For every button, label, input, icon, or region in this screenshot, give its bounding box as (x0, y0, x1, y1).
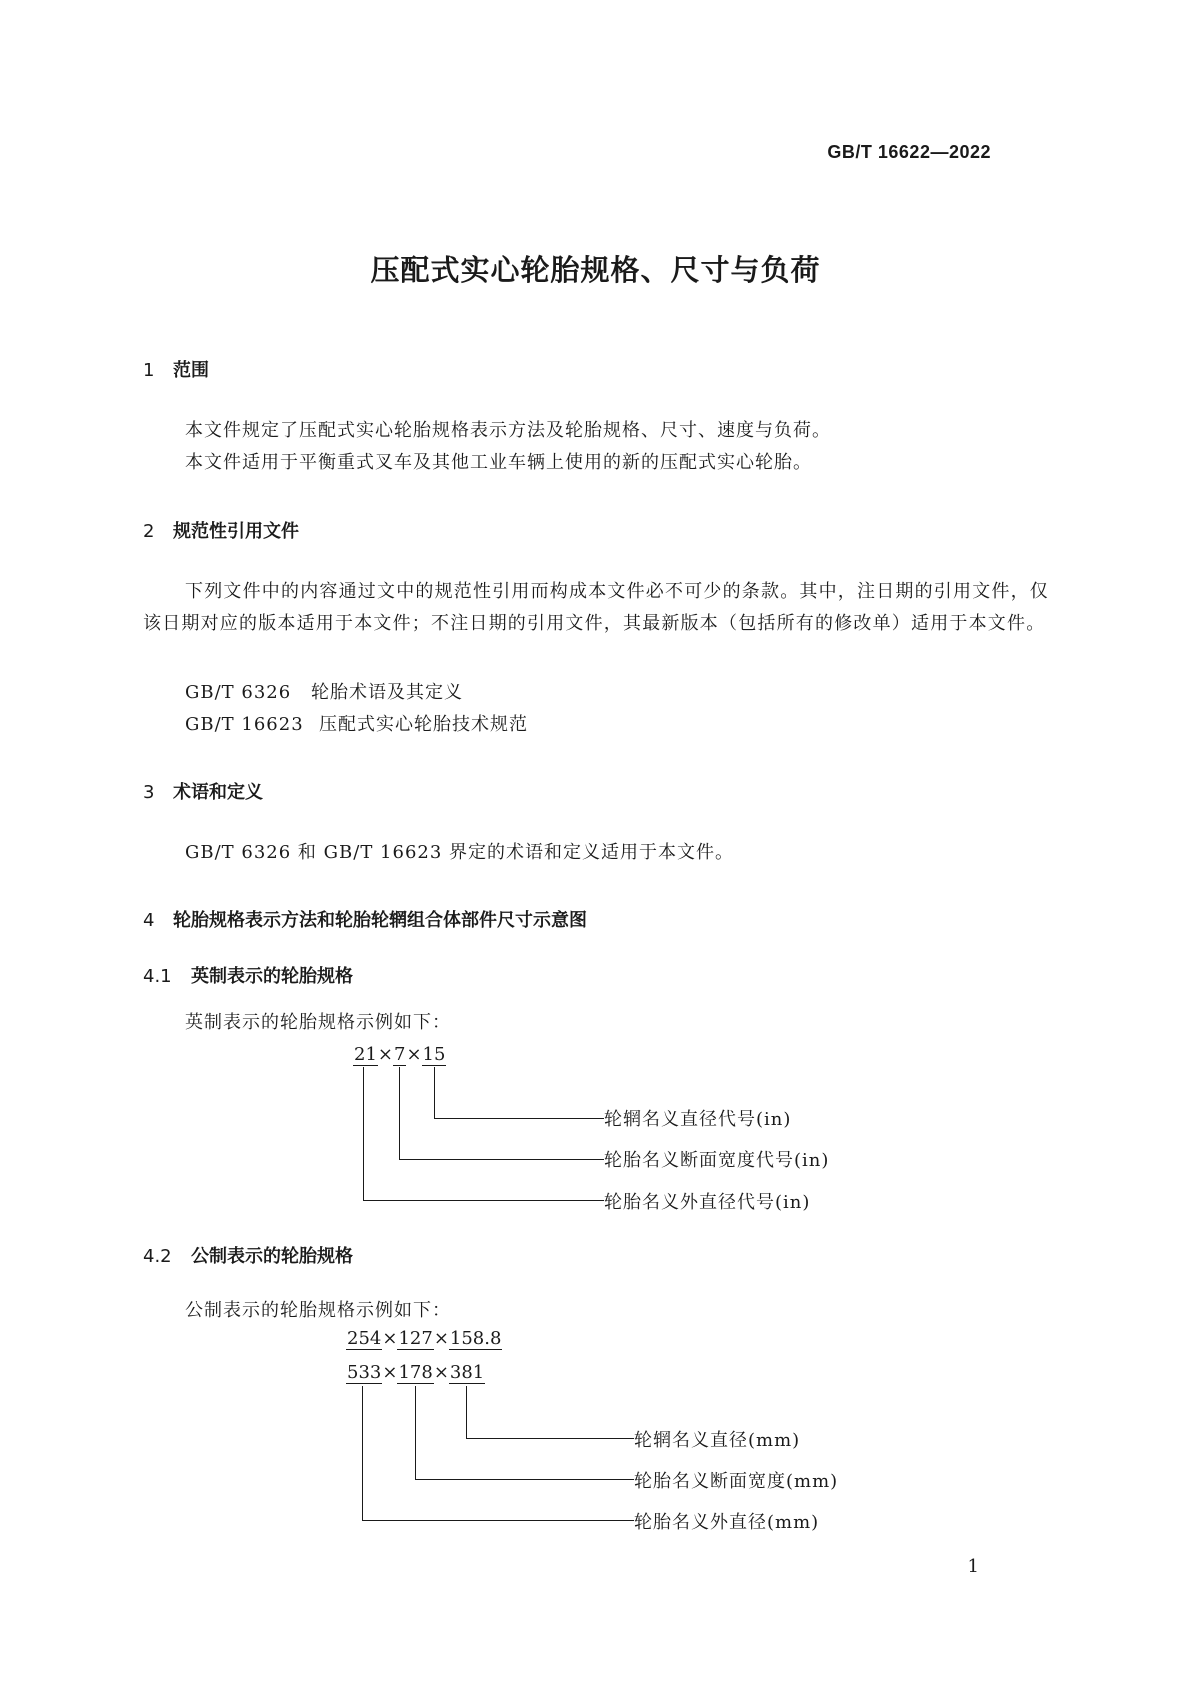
formula-separator: × (406, 1044, 422, 1065)
paragraph: 下列文件中的内容通过文中的规范性引用而构成本文件必不可少的条款。其中，注日期的引用文件，仅该日期对应的版本适用于本文件；不注日期的引用文件，其最新版本（包括所有的修改单）适用于本文件。 (143, 581, 1049, 634)
section-title: 英制表示的轮胎规格 (191, 966, 353, 987)
section-number: 4.1 (143, 966, 172, 987)
page-number: 1 (967, 1556, 979, 1577)
metric-size-formula-top (346, 1328, 502, 1349)
section-title: 范围 (173, 360, 209, 381)
formula-section-width: 7 (394, 1044, 406, 1065)
formula-outer-diameter: 254 (347, 1328, 382, 1349)
callout-label: 轮辋名义直径代号(in) (604, 1109, 792, 1130)
section-title: 术语和定义 (173, 782, 263, 803)
callout-label: 轮胎名义断面宽度代号(in) (604, 1150, 830, 1171)
section-3-heading (143, 778, 263, 804)
formula-outer-diameter: 533 (347, 1362, 382, 1383)
callout-line (363, 1067, 364, 1201)
reference-code: GB/T 6326 (185, 682, 292, 703)
callout-line (399, 1159, 604, 1160)
callout-label: 轮胎名义断面宽度(mm) (634, 1471, 839, 1492)
section-title: 公制表示的轮胎规格 (191, 1246, 353, 1267)
imperial-size-formula (353, 1044, 446, 1065)
section-4-heading (143, 906, 587, 932)
callout-line (466, 1386, 467, 1439)
formula-separator: × (382, 1328, 398, 1349)
callout-line (415, 1479, 634, 1480)
section-number: 1 (143, 360, 155, 381)
formula-rim-diameter: 158.8 (449, 1328, 502, 1349)
formula-separator: × (433, 1362, 449, 1383)
section-number: 4.2 (143, 1246, 172, 1267)
formula-separator: × (433, 1328, 449, 1349)
subsection-4-1-heading (143, 962, 353, 988)
formula-separator: × (377, 1044, 393, 1065)
reference-item (185, 678, 463, 704)
standard-code: GB/T 16622—2022 (827, 142, 991, 162)
callout-line (362, 1520, 634, 1521)
section-title: 规范性引用文件 (173, 521, 299, 542)
formula-section-width: 178 (398, 1362, 433, 1383)
callout-line (434, 1067, 435, 1119)
formula-separator: × (382, 1362, 398, 1383)
paragraph: 英制表示的轮胎规格示例如下： (185, 1012, 451, 1033)
formula-rim-diameter: 15 (422, 1044, 446, 1065)
section-number: 2 (143, 521, 155, 542)
metric-size-formula-bottom (346, 1362, 485, 1383)
paragraph: GB/T 6326 和 GB/T 16623 界定的术语和定义适用于本文件。 (185, 842, 735, 863)
reference-title: 压配式实心轮胎技术规范 (319, 714, 528, 735)
subsection-4-2-heading (143, 1242, 353, 1268)
reference-code: GB/T 16623 (185, 714, 304, 735)
section-2-heading (143, 517, 299, 543)
reference-item (185, 710, 528, 736)
reference-title: 轮胎术语及其定义 (311, 682, 463, 703)
paragraph: 本文件规定了压配式实心轮胎规格表示方法及轮胎规格、尺寸、速度与负荷。 (185, 420, 831, 441)
section-number: 4 (143, 910, 155, 931)
callout-label: 轮胎名义外直径(mm) (634, 1512, 820, 1533)
section-title: 轮胎规格表示方法和轮胎轮辋组合体部件尺寸示意图 (173, 910, 587, 931)
callout-label: 轮辋名义直径(mm) (634, 1430, 801, 1451)
section-1-heading (143, 356, 209, 382)
paragraph: 公制表示的轮胎规格示例如下： (185, 1300, 451, 1321)
section-number: 3 (143, 782, 155, 803)
callout-line (415, 1386, 416, 1480)
formula-rim-diameter: 381 (449, 1362, 485, 1383)
paragraph: 本文件适用于平衡重式叉车及其他工业车辆上使用的新的压配式实心轮胎。 (185, 452, 812, 473)
callout-line (434, 1118, 604, 1119)
callout-line (363, 1200, 604, 1201)
document-title: 压配式实心轮胎规格、尺寸与负荷 (370, 253, 821, 287)
formula-section-width: 127 (398, 1328, 433, 1349)
callout-line (362, 1386, 363, 1521)
callout-line (399, 1067, 400, 1160)
callout-label: 轮胎名义外直径代号(in) (604, 1192, 811, 1213)
callout-line (466, 1438, 634, 1439)
formula-outer-diameter: 21 (354, 1044, 377, 1065)
